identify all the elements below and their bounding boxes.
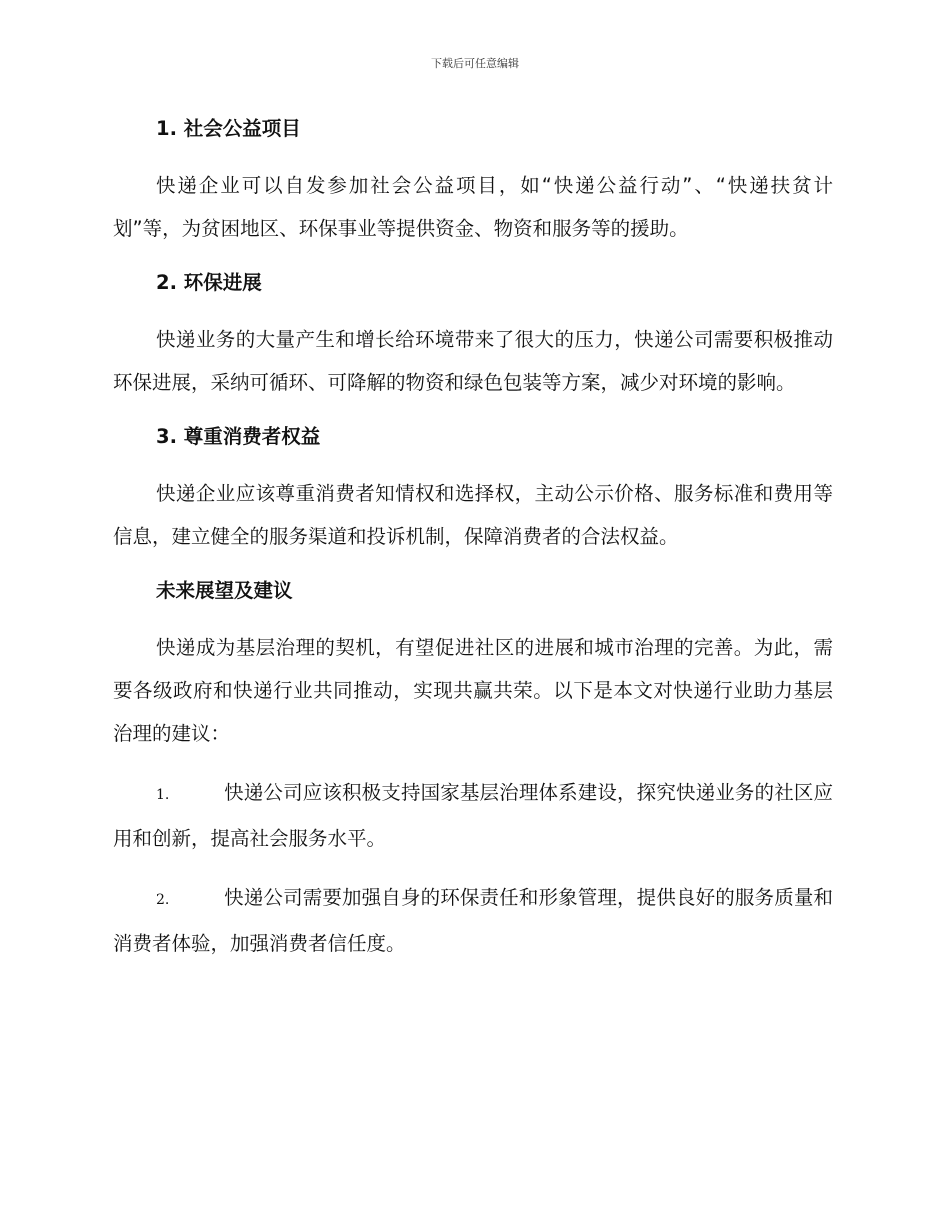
section-paragraph-environment: 快递业务的大量产生和增长给环境带来了很大的压力，快递公司需要积极推动环保进展，采纳可循环、可降解的物资和绿色包装等方案，减少对环境的影响。 bbox=[113, 328, 833, 394]
list-item-number: 2. bbox=[156, 892, 170, 908]
section-heading-charity: 1. 社会公益项目 bbox=[156, 117, 301, 140]
section-paragraph-outlook: 快递成为基层治理的契机，有望促进社区的进展和城市治理的完善。为此，需要各级政府和快递行业共同推动，实现共赢共荣。以下是本文对快递行业助力基层治理的建议： bbox=[113, 636, 833, 745]
section-heading-consumer-rights: 3. 尊重消费者权益 bbox=[156, 425, 321, 448]
section-paragraph-charity: 快递企业可以自发参加社会公益项目，如“快递公益行动”、“快递扶贫计划”等，为贫困地区、环保事业等提供资金、物资和服务等的援助。 bbox=[113, 174, 833, 240]
list-item-text: 快递公司需要加强自身的环保责任和形象管理，提供良好的服务质量和消费者体验，加强消费者信任度。 bbox=[113, 886, 833, 955]
list-item bbox=[113, 876, 833, 965]
section-paragraph-consumer-rights: 快递企业应该尊重消费者知情权和选择权，主动公示价格、服务标准和费用等信息，建立健全的服务渠道和投诉机制，保障消费者的合法权益。 bbox=[113, 482, 833, 548]
list-item-text: 快递公司应该积极支持国家基层治理体系建设，探究快递业务的社区应用和创新，提高社会服务水平。 bbox=[113, 781, 833, 850]
document-body bbox=[113, 112, 833, 981]
header-note: 下载后可任意编辑 bbox=[431, 57, 519, 70]
section-heading-outlook: 未来展望及建议 bbox=[156, 579, 293, 602]
list-item-number: 1. bbox=[156, 787, 170, 803]
list-item bbox=[113, 771, 833, 860]
section-heading-environment: 2. 环保进展 bbox=[156, 271, 262, 294]
